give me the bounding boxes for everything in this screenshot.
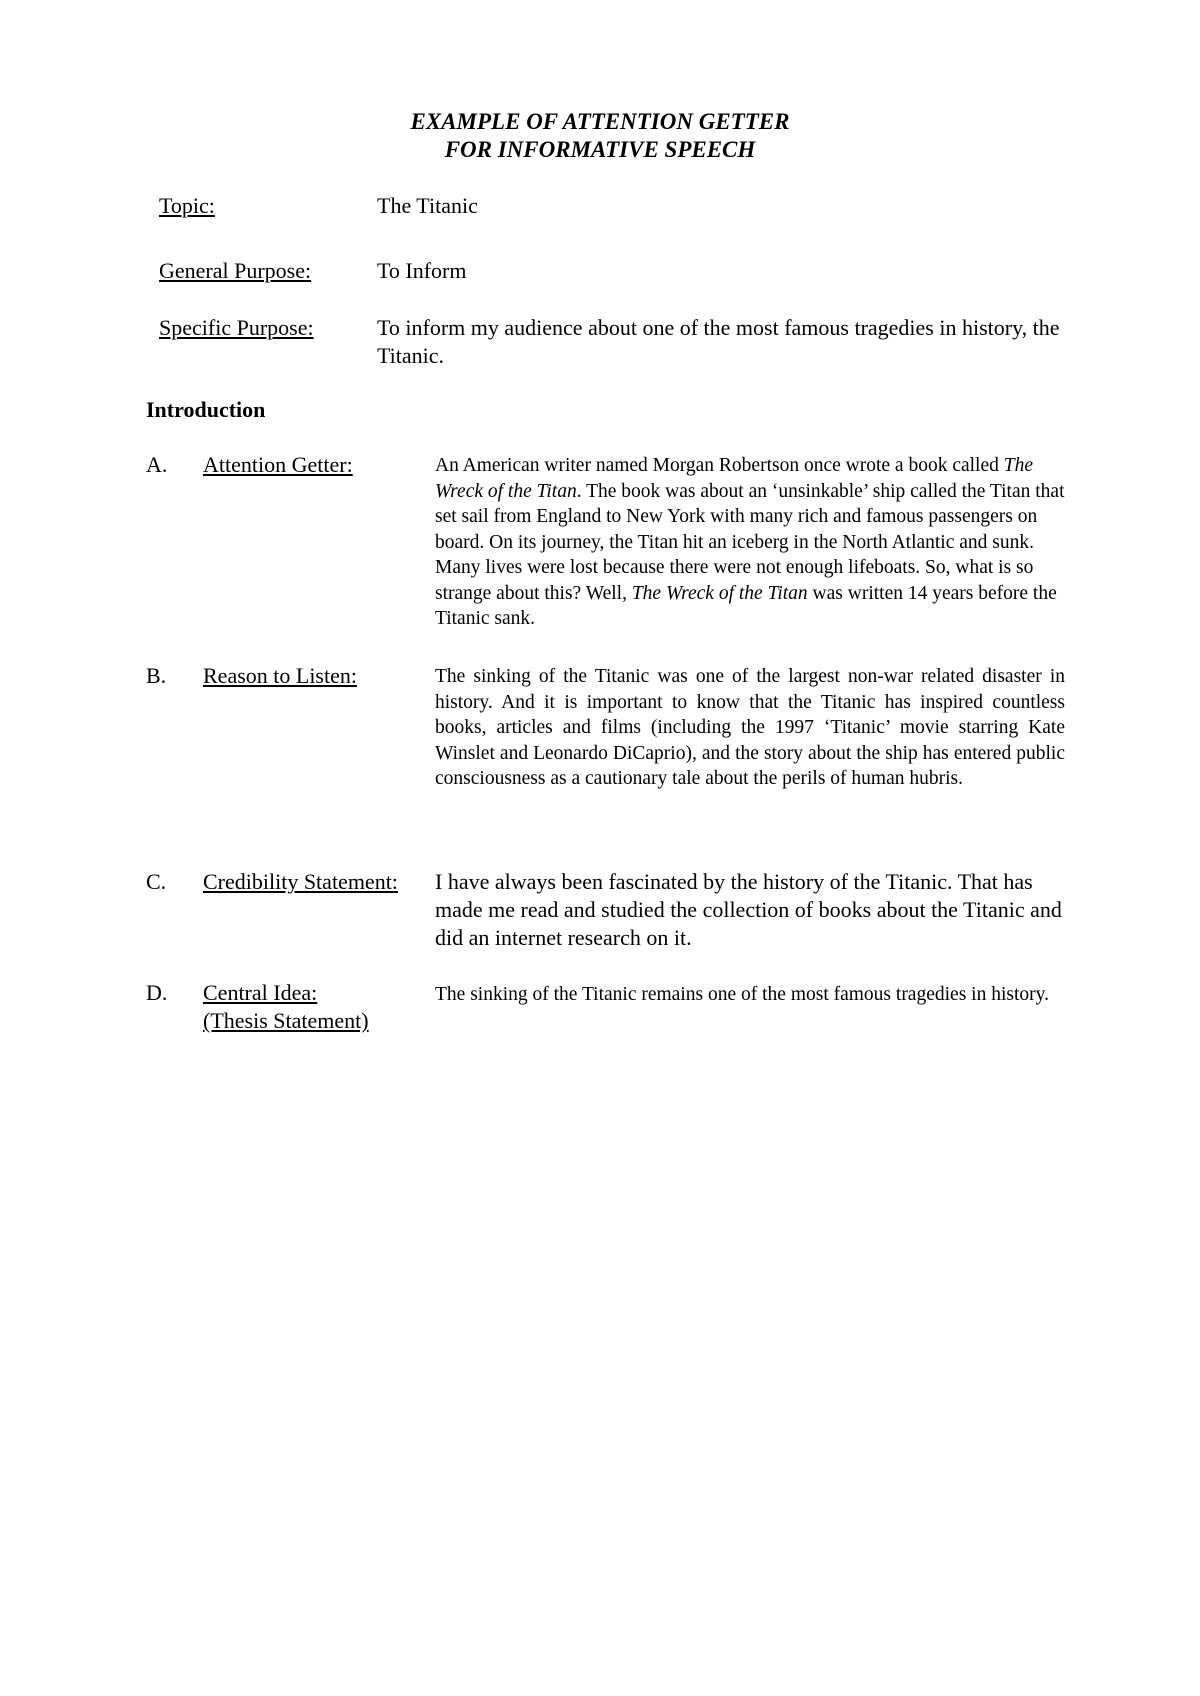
item-d-letter: D.	[146, 980, 168, 1005]
attention-getter-label: Attention Getter:	[203, 452, 353, 477]
reason-to-listen-text: The sinking of the Titanic was one of the largest non-war related disaster in history. And it is important to know that the Titanic has inspired countless books, articles and films (including the 1997 ‘Titanic’ movie starring Kate Winslet and Leonardo DiCaprio), and the story about the ship has entered public consciousness as a cautionary tale about the perils of human hubris.	[435, 666, 1065, 789]
general-purpose-label: General Purpose:	[159, 258, 312, 283]
central-idea-text: The sinking of the Titanic remains one of the most famous tragedies in history.	[435, 984, 1049, 1005]
topic-label: Topic:	[159, 193, 215, 218]
attention-getter-text-part-1: An American writer named Morgan Robertson once wrote a book called	[435, 455, 1004, 476]
central-idea-label: Central Idea:	[203, 980, 318, 1005]
credibility-statement-label: Credibility Statement:	[203, 869, 398, 894]
attention-getter-text-part-2: . The book was about an ‘unsinkable’ ship called the Titan that set sail from England to New York with many rich and famous passengers on board. On its journey, the Titan hit an iceberg in the North Atlantic and sunk. Many lives were lost because there were not enough lifeboats. So, what is so strange about this? Well,	[435, 480, 1065, 604]
topic-value: The Titanic	[377, 193, 478, 218]
general-purpose-value: To Inform	[377, 258, 467, 283]
thesis-statement-label: (Thesis Statement)	[203, 1008, 369, 1033]
item-c-letter: C.	[146, 869, 167, 894]
specific-purpose-label: Specific Purpose:	[159, 315, 314, 340]
item-a-letter: A.	[146, 452, 168, 477]
introduction-heading: Introduction	[146, 397, 266, 422]
attention-getter-text-part-3: was written 14 years before the Titanic sank.	[435, 582, 1057, 629]
attention-getter-text	[435, 453, 1065, 632]
reason-to-listen-label: Reason to Listen:	[203, 663, 357, 688]
title-line-2: FOR INFORMATIVE SPEECH	[444, 137, 756, 162]
item-b-letter: B.	[146, 663, 167, 688]
specific-purpose-value: To inform my audience about one of the most famous tragedies in history, the Titanic.	[377, 315, 1060, 368]
document-title	[0, 108, 1200, 164]
book-title-1: The Wreck of the Titan	[435, 455, 1034, 502]
book-title-2: The Wreck of the Titan	[631, 582, 808, 604]
credibility-statement-text: I have always been fascinated by the history of the Titanic. That has made me read and studied the collection of books about the Titanic and did an internet research on it.	[435, 869, 1062, 950]
title-line-1: EXAMPLE OF ATTENTION GETTER	[410, 109, 790, 134]
